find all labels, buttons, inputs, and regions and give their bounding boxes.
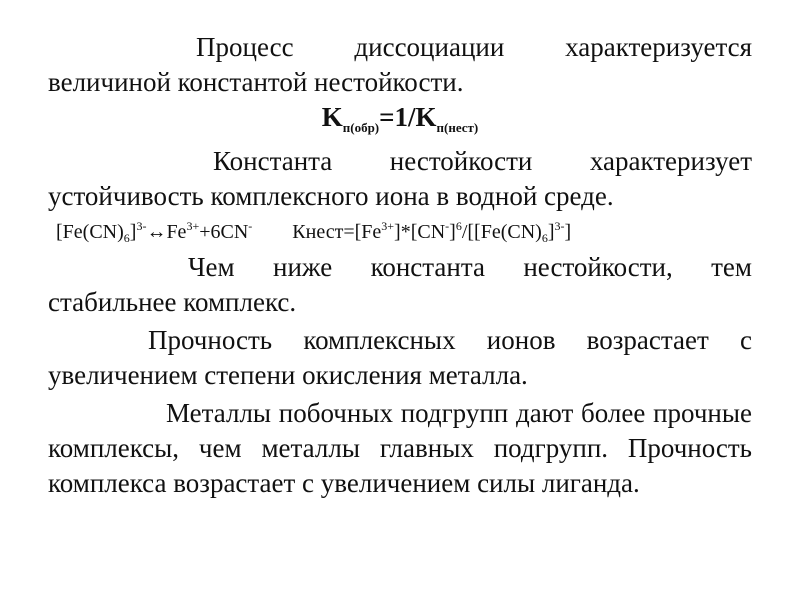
paragraph-stability: Чем ниже константа нестойкости, тем стабильнее комплекс. — [48, 252, 752, 317]
paragraph-subgroup-metals: Металлы побочных подгрупп дают более прочные комплексы, чем металлы главных подгрупп. Прочность комплекса возрастает с увеличением силы лиганда. — [48, 398, 752, 498]
paragraph-dissociation-process: Процесс диссоциации характеризуется величиной константой нестойкости. — [48, 32, 752, 97]
dissociation-equation: $[Fe(CN)_6]^{3-}\leftrightarrow Fe^{3+}+6CN^-$ $Кнест=[Fe^{3+}]*[CN^-]^6/[[Fe(CN)_6]^{3-}]$ — [56, 219, 572, 245]
paragraph-oxidation-state: Прочность комплексных ионов возрастает с увеличением степени окисления металла. — [48, 325, 752, 390]
paragraph-instability-constant: Константа нестойкости характеризует устойчивость комплексного иона в водной среде. — [48, 146, 752, 211]
constant-formula: $K_{п(обр)}=1/K_{п(нест)}$ — [321, 102, 479, 135]
